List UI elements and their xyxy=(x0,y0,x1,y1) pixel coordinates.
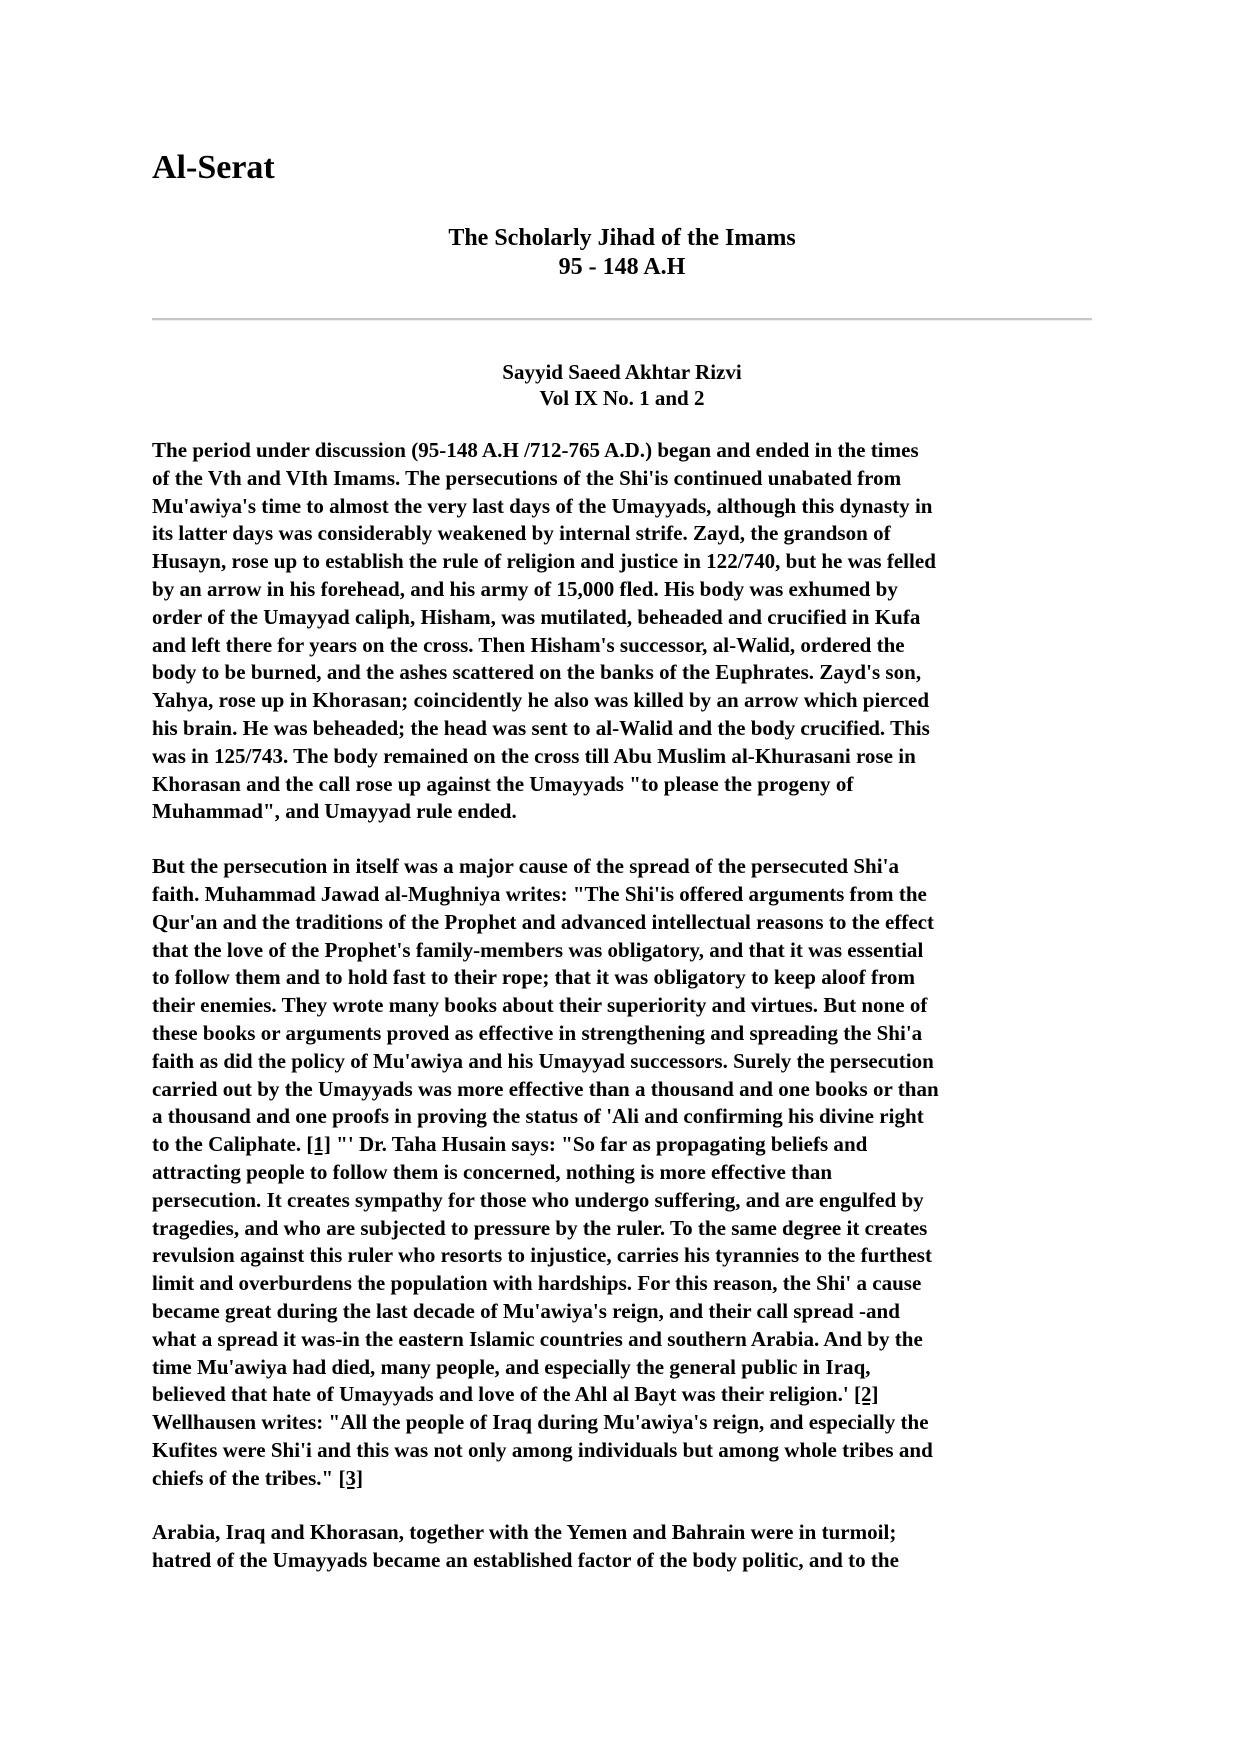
paragraph-line: its latter days was considerably weakened by internal strife. Zayd, the grandson of xyxy=(152,521,891,546)
paragraph-line: Husayn, rose up to establish the rule of religion and justice in 122/740, but he was felled xyxy=(152,549,936,574)
paragraph-line: Mu'awiya's time to almost the very last days of the Umayyads, although this dynasty in xyxy=(152,493,933,518)
paragraph-line: and left there for years on the cross. Then Hisham's successor, al-Walid, ordered the xyxy=(152,632,905,657)
paragraph-line: persecution. It creates sympathy for those who undergo suffering, and are engulfed by xyxy=(152,1187,924,1212)
article-title-block xyxy=(152,224,1092,282)
paragraph-2 xyxy=(152,853,1092,1492)
footnote-link-2[interactable]: [2] xyxy=(854,1382,879,1407)
paragraph-line-with-footnote xyxy=(152,1381,1092,1409)
paragraph-line: Khorasan and the call rose up against the Umayyads "to please the progeny of xyxy=(152,771,854,796)
paragraph-line: by an arrow in his forehead, and his army of 15,000 fled. His body was exhumed by xyxy=(152,576,898,601)
author-name: Sayyid Saeed Akhtar Rizvi xyxy=(502,360,742,384)
paragraph-line: these books or arguments proved as effective in strengthening and spreading the Shi'a xyxy=(152,1020,923,1045)
byline-block xyxy=(152,359,1092,411)
paragraph-line: faith. Muhammad Jawad al-Mughniya writes: "The Shi'is offered arguments from the xyxy=(152,881,927,906)
paragraph-line: to follow them and to hold fast to their rope; that it was obligatory to keep aloof from xyxy=(152,965,915,990)
volume-info: Vol IX No. 1 and 2 xyxy=(539,386,705,410)
footnote-link-3[interactable]: [3] xyxy=(338,1465,364,1490)
paragraph-line: Muhammad", and Umayyad rule ended. xyxy=(152,799,517,824)
paragraph-line: But the persecution in itself was a major cause of the spread of the persecuted Shi'a xyxy=(152,854,899,879)
article-title: The Scholarly Jihad of the Imams xyxy=(448,225,796,251)
paragraph-line: of the Vth and VIth Imams. The persecutions of the Shi'is continued unabated from xyxy=(152,465,902,490)
paragraph-line: time Mu'awiya had died, many people, and especially the general public in Iraq, xyxy=(152,1354,871,1379)
paragraph-line: Yahya, rose up in Khorasan; coincidently he also was killed by an arrow which pierced xyxy=(152,688,930,713)
paragraph-line-with-footnote xyxy=(152,1131,1092,1159)
paragraph-line: hatred of the Umayyads became an established factor of the body politic, and to the xyxy=(152,1548,899,1573)
paragraph-line-with-footnote xyxy=(152,1465,1092,1493)
paragraph-1 xyxy=(152,437,1092,826)
paragraph-line: carried out by the Umayyads was more effective than a thousand and one books or than xyxy=(152,1076,939,1101)
line-text: chiefs of the tribes." xyxy=(152,1465,339,1490)
paragraph-line: The period under discussion (95-148 A.H /712-765 A.D.) began and ended in the times xyxy=(152,438,919,462)
paragraph-line: his brain. He was beheaded; the head was sent to al-Walid and the body crucified. This xyxy=(152,715,930,740)
paragraph-line: Wellhausen writes: "All the people of Iraq during Mu'awiya's reign, and especially the xyxy=(152,1410,929,1435)
paragraph-line: what a spread it was-in the eastern Islamic countries and southern Arabia. And by the xyxy=(152,1326,923,1351)
paragraph-line: a thousand and one proofs in proving the status of 'Ali and confirming his divine right xyxy=(152,1104,924,1129)
footnote-link-1[interactable]: [1] xyxy=(306,1132,331,1157)
line-text: "' Dr. Taha Husain says: "So far as propagating beliefs and xyxy=(330,1132,868,1157)
line-text: believed that hate of Umayyads and love of the Ahl al Bayt was their religion.' xyxy=(152,1382,854,1407)
paragraph-line: revulsion against this ruler who resorts to injustice, carries his tyrannies to the furthest xyxy=(152,1243,932,1268)
paragraph-line: limit and overburdens the population with hardships. For this reason, the Shi' a cause xyxy=(152,1271,922,1296)
paragraph-3 xyxy=(152,1519,1092,1575)
document-page xyxy=(152,148,1092,1575)
article-date-range: 95 - 148 A.H xyxy=(558,254,686,280)
paragraph-line: faith as did the policy of Mu'awiya and his Umayyad successors. Surely the persecution xyxy=(152,1048,934,1073)
paragraph-line: tragedies, and who are subjected to pressure by the ruler. To the same degree it creates xyxy=(152,1215,928,1240)
paragraph-line: order of the Umayyad caliph, Hisham, was mutilated, beheaded and crucified in Kufa xyxy=(152,604,921,629)
line-text: to the Caliphate. xyxy=(152,1132,307,1157)
site-title: Al-Serat xyxy=(152,149,275,186)
paragraph-line: Qur'an and the traditions of the Prophet and advanced intellectual reasons to the effect xyxy=(152,909,935,934)
paragraph-line: Arabia, Iraq and Khorasan, together with the Yemen and Bahrain were in turmoil; xyxy=(152,1520,897,1545)
paragraph-line: body to be burned, and the ashes scattered on the banks of the Euphrates. Zayd's son, xyxy=(152,660,922,685)
paragraph-line: became great during the last decade of Mu'awiya's reign, and their call spread -and xyxy=(152,1298,900,1323)
paragraph-line: their enemies. They wrote many books about their superiority and virtues. But none of xyxy=(152,993,928,1018)
paragraph-line: Kufites were Shi'i and this was not only among individuals but among whole tribes and xyxy=(152,1437,933,1462)
paragraph-line: was in 125/743. The body remained on the cross till Abu Muslim al-Khurasani rose in xyxy=(152,743,916,768)
paragraph-line: attracting people to follow them is concerned, nothing is more effective than xyxy=(152,1159,833,1184)
horizontal-divider xyxy=(152,318,1092,321)
paragraph-line: that the love of the Prophet's family-members was obligatory, and that it was essential xyxy=(152,937,924,962)
